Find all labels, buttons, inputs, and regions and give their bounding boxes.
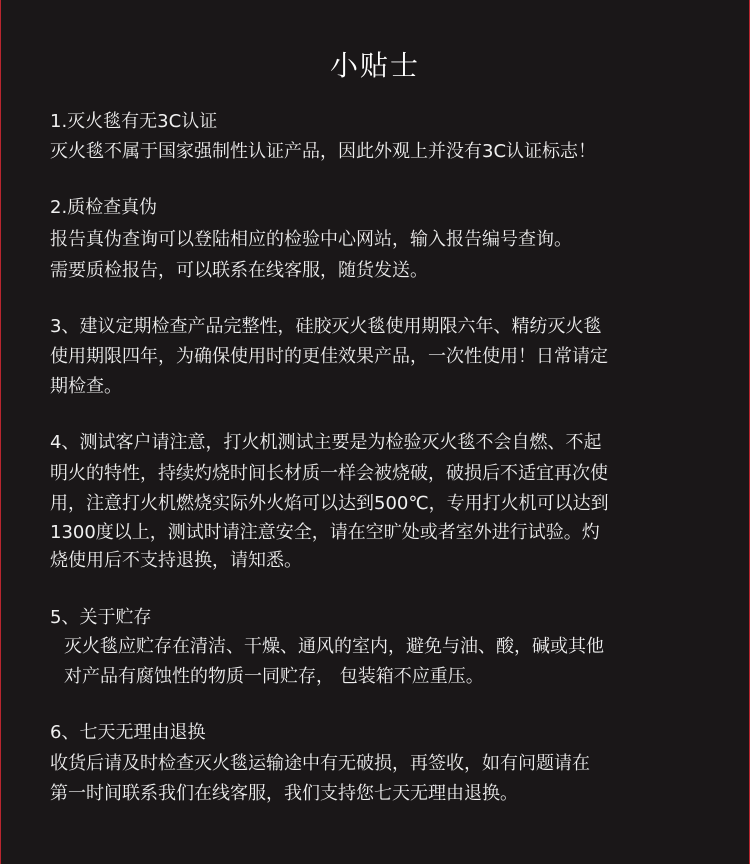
section-5-text-line-1: 灭火毯应贮存在清洁、干燥、通风的室内，避免与油、酸，碱或其他: [64, 636, 604, 657]
section-2-text-line-1: 报告真伪查询可以登陆相应的检验中心网站，输入报告编号查询。: [50, 229, 572, 250]
section-5-heading: 5、关于贮存: [50, 607, 152, 628]
section-6-heading: 6、七天无理由退换: [50, 722, 206, 743]
section-5-text-line-2: 对产品有腐蚀性的物质一同贮存， 包装箱不应重压。: [64, 666, 484, 687]
section-6-text-line-1: 收货后请及时检查灭火毯运输途中有无破损，再签收，如有问题请在: [50, 753, 590, 774]
section-4-line-5: 烧使用后不支持退换，请知悉。: [50, 550, 302, 571]
section-4-line-3: 用，注意打火机燃烧实际外火焰可以达到500℃，专用打火机可以达到: [50, 493, 609, 514]
section-2-text-line-2: 需要质检报告，可以联系在线客服，随货发送。: [50, 260, 428, 281]
section-3-line-1: 3、建议定期检查产品完整性，硅胶灭火毯使用期限六年、精纺灭火毯: [50, 316, 602, 337]
section-3-line-2: 使用期限四年，为确保使用时的更佳效果产品，一次性使用！日常请定: [50, 346, 608, 367]
section-4-line-1: 4、测试客户请注意，打火机测试主要是为检验灭火毯不会自燃、不起: [50, 432, 602, 453]
section-1-text: 灭火毯不属于国家强制性认证产品，因此外观上并没有3C认证标志！: [50, 141, 597, 162]
section-4-line-4: 1300度以上，测试时请注意安全，请在空旷处或者室外进行试验。灼: [50, 522, 600, 543]
section-4-line-2: 明火的特性，持续灼烧时间长材质一样会被烧破，破损后不适宜再次使: [50, 463, 608, 484]
section-6-text-line-2: 第一时间联系我们在线客服，我们支持您七天无理由退换。: [50, 783, 518, 804]
section-1-heading: 1.灭火毯有无3C认证: [50, 111, 218, 132]
left-edge-line: [0, 0, 1, 864]
section-3-line-3: 期检查。: [50, 376, 122, 397]
section-2-heading: 2.质检查真伪: [50, 197, 158, 218]
page-title: 小贴士: [329, 49, 420, 82]
